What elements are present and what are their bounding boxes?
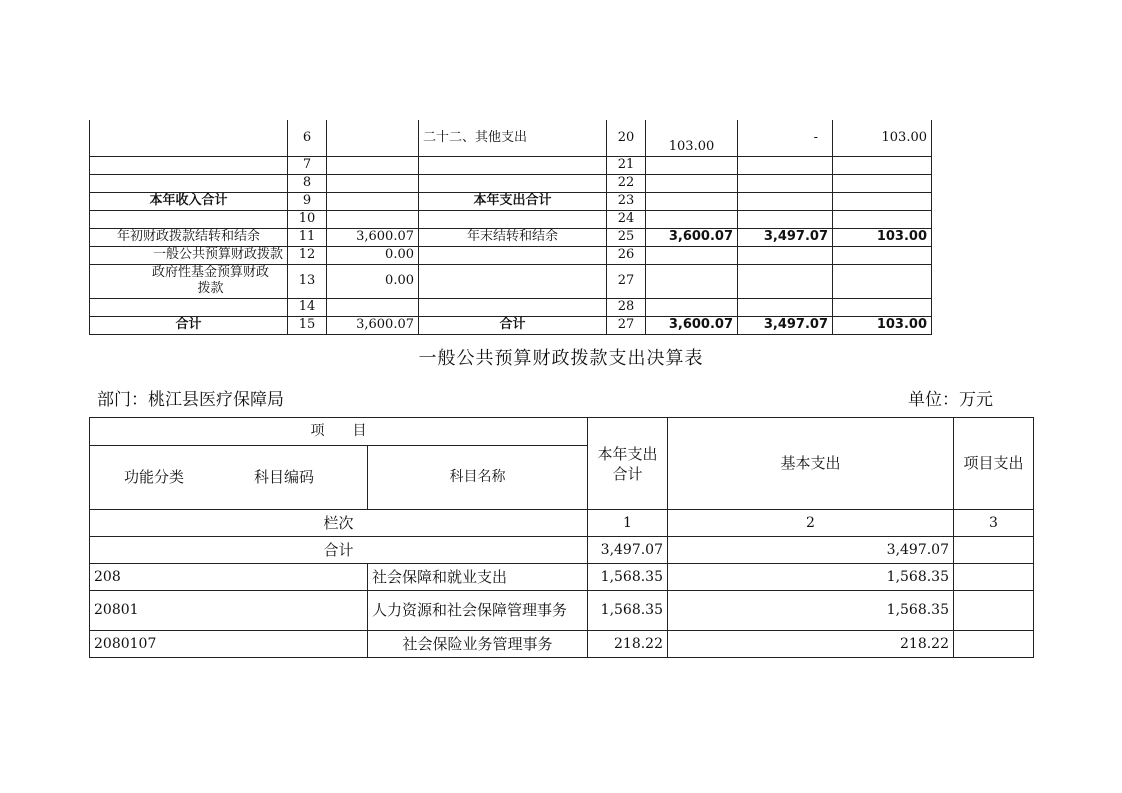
- table-cell: [327, 192, 419, 210]
- table-cell: 103.00: [833, 316, 932, 334]
- table-cell: 10: [288, 210, 327, 228]
- table-row: [90, 192, 932, 210]
- table-cell: 27: [607, 264, 646, 298]
- table-cell: 政府性基金预算财政拨款: [90, 264, 288, 298]
- department-label: 部门：桃江县医疗保障局: [97, 390, 284, 410]
- table-cell: [327, 298, 419, 316]
- page-title: 一般公共预算财政拨款支出决算表: [418, 348, 704, 369]
- table-cell: [646, 298, 738, 316]
- table-cell: 15: [288, 316, 327, 334]
- table-cell: [419, 298, 607, 316]
- table-cell: [327, 156, 419, 174]
- table-row: [90, 120, 932, 156]
- table-cell: 26: [607, 246, 646, 264]
- table-cell: 6: [288, 120, 327, 156]
- header-func-code-cell: [90, 446, 368, 510]
- total-label: 合计: [90, 537, 588, 564]
- table-cell: [327, 120, 419, 156]
- row-total: 1,568.35: [588, 591, 668, 631]
- table-cell: 23: [607, 192, 646, 210]
- row-project: [954, 564, 1034, 591]
- table-row: [90, 591, 1034, 631]
- table-cell: 24: [607, 210, 646, 228]
- table-row: [90, 210, 932, 228]
- table-cell: 21: [607, 156, 646, 174]
- table-cell: 本年收入合计: [90, 192, 288, 210]
- table-cell: [90, 298, 288, 316]
- unit-label: 单位：万元: [908, 390, 993, 410]
- table-cell: 3,600.07: [646, 316, 738, 334]
- table-cell: 12: [288, 246, 327, 264]
- row-total: 1,568.35: [588, 564, 668, 591]
- table-cell: 合计: [419, 316, 607, 334]
- table-cell: 20: [607, 120, 646, 156]
- table-cell: 8: [288, 174, 327, 192]
- table-cell: [90, 156, 288, 174]
- subject-code: 208: [90, 564, 368, 591]
- table-cell: 0.00: [327, 246, 419, 264]
- table-cell: 103.00: [646, 120, 738, 156]
- table-cell: [327, 174, 419, 192]
- table-cell: [833, 174, 932, 192]
- table-cell: 13: [288, 264, 327, 298]
- table-cell: 本年支出合计: [419, 192, 607, 210]
- table-cell: [419, 210, 607, 228]
- col-number: 2: [668, 510, 954, 537]
- table-cell: [738, 246, 833, 264]
- table-row: [90, 246, 932, 264]
- table-cell: 11: [288, 228, 327, 246]
- table-row: [90, 510, 1034, 537]
- table-cell: 3,600.07: [327, 228, 419, 246]
- table-cell: [646, 156, 738, 174]
- table-cell: [833, 156, 932, 174]
- subject-name: 社会保险业务管理事务: [368, 631, 588, 658]
- table-cell: [327, 210, 419, 228]
- col-row-label: 栏次: [90, 510, 588, 537]
- table-cell: 103.00: [833, 120, 932, 156]
- table-cell: [90, 120, 288, 156]
- header-name: 科目名称: [368, 446, 588, 510]
- table-cell: 28: [607, 298, 646, 316]
- header-code: 科目编码: [254, 468, 315, 486]
- table-cell: [646, 210, 738, 228]
- table-cell: 3,600.07: [646, 228, 738, 246]
- table-cell: [646, 192, 738, 210]
- row-total: 218.22: [588, 631, 668, 658]
- table-cell: 27: [607, 316, 646, 334]
- table-cell: [419, 174, 607, 192]
- table-cell: [419, 264, 607, 298]
- table-cell: [419, 156, 607, 174]
- total-basic: 3,497.07: [668, 537, 954, 564]
- table-cell: [738, 264, 833, 298]
- header-project: 项目支出: [954, 418, 1034, 510]
- table-cell: [833, 192, 932, 210]
- table-cell: -: [738, 120, 833, 156]
- subject-name: 社会保障和就业支出: [368, 564, 588, 591]
- table-cell: [833, 298, 932, 316]
- table-row: [90, 316, 932, 334]
- table-cell: 年初财政拨款结转和结余: [90, 228, 288, 246]
- table-row: [90, 156, 932, 174]
- table-row: [90, 298, 932, 316]
- subject-name: 人力资源和社会保障管理事务: [368, 591, 588, 631]
- table-row: [90, 228, 932, 246]
- col-number: 1: [588, 510, 668, 537]
- table-cell: 二十二、其他支出: [419, 120, 607, 156]
- table-cell: [90, 210, 288, 228]
- table-cell: 9: [288, 192, 327, 210]
- table-cell: 合计: [90, 316, 288, 334]
- table-cell: [646, 264, 738, 298]
- table-cell: 3,497.07: [738, 316, 833, 334]
- table-cell: 年末结转和结余: [419, 228, 607, 246]
- header-basic: 基本支出: [668, 418, 954, 510]
- table-row: [90, 564, 1034, 591]
- income-expense-summary-table: [89, 120, 932, 335]
- table-row: [90, 264, 932, 298]
- subject-code: 2080107: [90, 631, 368, 658]
- table-cell: 3,497.07: [738, 228, 833, 246]
- table-row: [90, 537, 1034, 564]
- row-basic: 1,568.35: [668, 591, 954, 631]
- row-project: [954, 631, 1034, 658]
- table-cell: [833, 246, 932, 264]
- table-cell: [646, 174, 738, 192]
- table-cell: 0.00: [327, 264, 419, 298]
- table-cell: [419, 246, 607, 264]
- total-value: 3,497.07: [588, 537, 668, 564]
- table-cell: [738, 174, 833, 192]
- row-basic: 218.22: [668, 631, 954, 658]
- table-cell: [646, 246, 738, 264]
- table-cell: [738, 210, 833, 228]
- col-number: 3: [954, 510, 1034, 537]
- table-cell: 14: [288, 298, 327, 316]
- table-cell: 25: [607, 228, 646, 246]
- header-func: 功能分类: [124, 468, 185, 486]
- table-cell: 103.00: [833, 228, 932, 246]
- table-cell: [738, 192, 833, 210]
- subject-code: 20801: [90, 591, 368, 631]
- table-row: [90, 631, 1034, 658]
- header-total: 本年支出合计: [588, 418, 668, 510]
- table-cell: 22: [607, 174, 646, 192]
- total-project: [954, 537, 1034, 564]
- expenditure-table: [89, 417, 1034, 658]
- table-cell: [738, 156, 833, 174]
- row-project: [954, 591, 1034, 631]
- row-basic: 1,568.35: [668, 564, 954, 591]
- table-cell: 3,600.07: [327, 316, 419, 334]
- table-cell: [738, 298, 833, 316]
- table-cell: 一般公共预算财政拨款: [90, 246, 288, 264]
- table-row: [90, 174, 932, 192]
- header-item: 项 目: [90, 418, 588, 446]
- table-header-row: [90, 418, 1034, 446]
- table-cell: 7: [288, 156, 327, 174]
- table-cell: [833, 210, 932, 228]
- table-cell: [90, 174, 288, 192]
- table-cell: [833, 264, 932, 298]
